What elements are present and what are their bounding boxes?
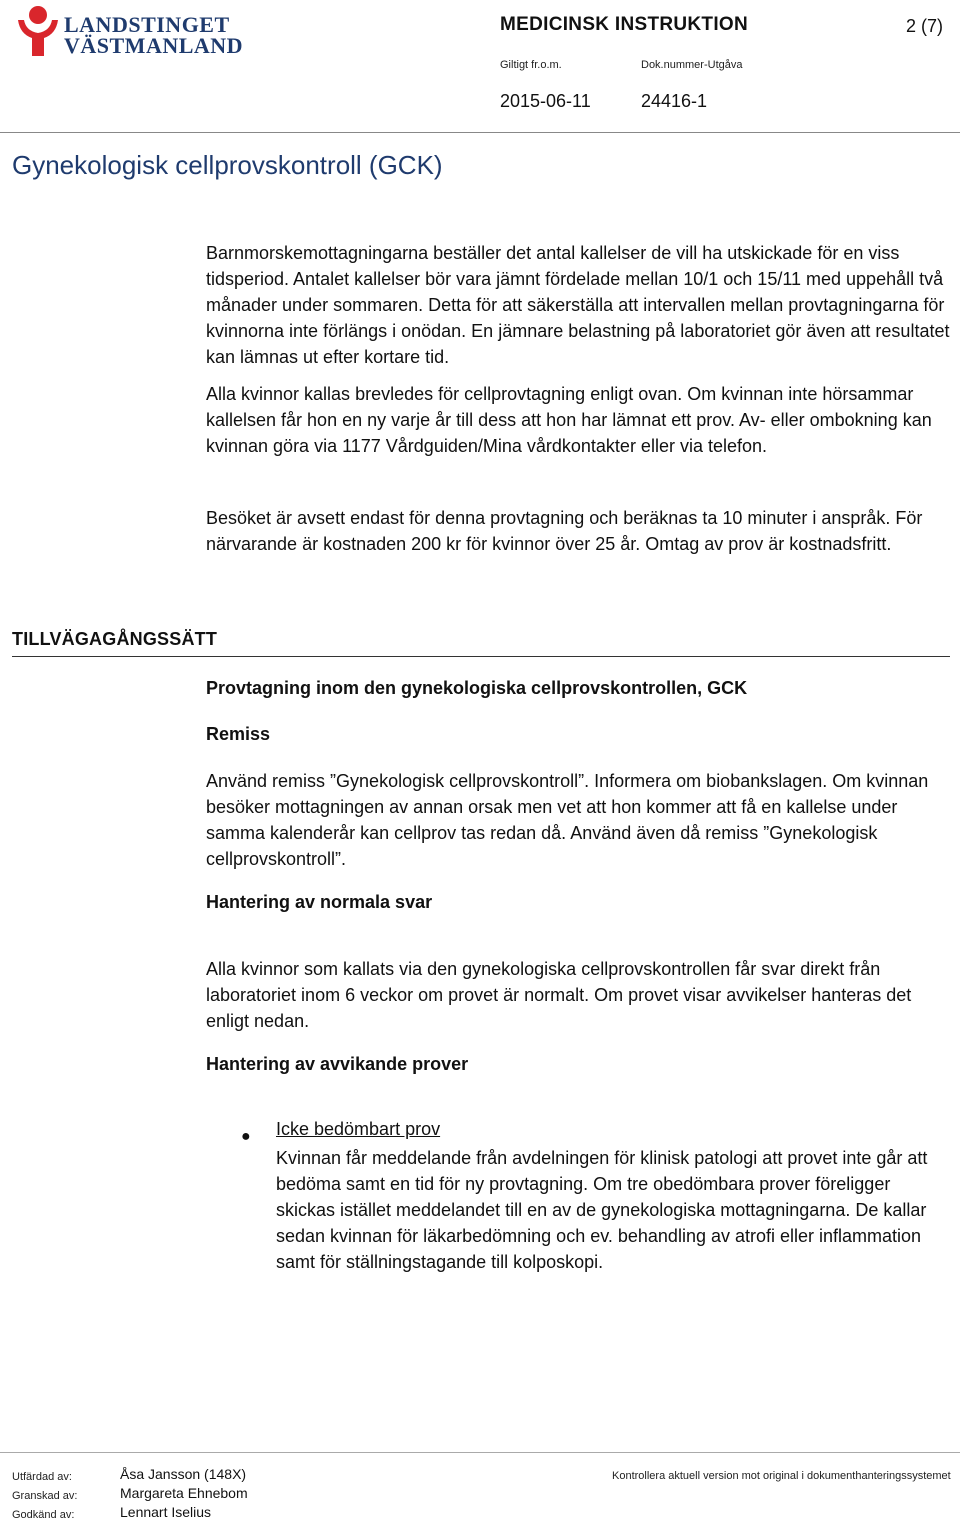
logo-wordmark <box>64 14 243 56</box>
valid-from-label: Giltigt fr.o.m. <box>500 59 562 71</box>
doc-number-label: Dok.nummer-Utgåva <box>641 59 743 71</box>
organization-logo <box>12 4 244 58</box>
subheading-remiss: Remiss <box>206 724 271 744</box>
issued-by-value: Åsa Jansson (148X) <box>120 1466 247 1482</box>
intro-paragraph-3: Besöket är avsett endast för denna provtagning och beräknas ta 10 minuter i anspråk. För närvarande är kostnaden 200 kr för kvinnor över 25 år. Omtag av prov är kostnadsfritt. <box>206 508 923 554</box>
intro-paragraph-1: Barnmorskemottagningarna beställer det antal kallelser de vill ha utskickade för en viss tidsperiod. Antalet kallelser bör vara jämnt fördelade mellan 10/1 och 15/11 med uppehåll två månader under sommaren. Detta för att säkerställa att intervallen mellan provtagningarna för kvinnorna inte förlängs i onödan. En jämnare belastning på laboratoriet gör även att resultatet kan lämnas ut efter kortare tid. <box>206 243 950 367</box>
logo-line-1: LANDSTINGET <box>64 12 230 37</box>
subheading-provtagning: Provtagning inom den gynekologiska cellprovskontrollen, GCK <box>206 678 748 698</box>
section-heading: TILLVÄGAGÅNGSSÄTT <box>12 629 218 649</box>
logo-emblem-icon <box>12 4 62 58</box>
approved-by-value: Lennart Iselius <box>120 1504 212 1520</box>
document-type: MEDICINSK INSTRUKTION <box>500 14 749 35</box>
bullet-item-text: Kvinnan får meddelande från avdelningen för klinisk patologi att provet inte går att bedöma samt en tid för ny provtagning. Om tre obedömbara prover föreligger skickas istället meddelandet till en av de gynekologiska mottagningarna. De kallar sedan kvinnan för läkarbedömning och ev. behandling av atrofi eller inflammation samt för ställningstagande till kolposkopi. <box>276 1148 928 1272</box>
normal-results-paragraph: Alla kvinnor som kallats via den gynekologiska cellprovskontrollen får svar direkt från laboratoriet inom 6 veckor om provet är normalt. Om provet visar avvikelser hanteras det enligt nedan. <box>206 959 912 1031</box>
valid-from-date: 2015-06-11 <box>500 91 591 111</box>
remiss-paragraph: Använd remiss ”Gynekologisk cellprovskontroll”. Informera om biobankslagen. Om kvinnan besöker mottagningen av annan orsak men vet att hon kommer att få en kallelse under samma kalenderår kan cellprov tas redan då. Använd även då remiss ”Gynekologisk cellprovskontroll”. <box>206 771 929 869</box>
doc-number: 24416-1 <box>641 91 708 111</box>
page-number: 2 (7) <box>906 16 944 36</box>
bullet-icon: ● <box>241 1128 251 1145</box>
issued-by-label: Utfärdad av: <box>12 1471 72 1483</box>
footer-note: Kontrollera aktuell version mot original i dokumenthanteringssystemet <box>612 1470 951 1482</box>
footer-divider <box>0 1452 960 1453</box>
subheading-normal-results: Hantering av normala svar <box>206 892 433 912</box>
reviewed-by-label: Granskad av: <box>12 1490 78 1502</box>
approved-by-label: Godkänd av: <box>12 1509 75 1521</box>
bullet-item-title: Icke bedömbart prov <box>276 1119 441 1139</box>
page-title: Gynekologisk cellprovskontroll (GCK) <box>12 150 443 180</box>
reviewed-by-value: Margareta Ehnebom <box>120 1485 248 1501</box>
section-divider <box>12 656 950 657</box>
logo-line-2: VÄSTMANLAND <box>64 33 244 58</box>
subheading-deviant-samples: Hantering av avvikande prover <box>206 1054 469 1074</box>
header-divider <box>0 132 960 133</box>
intro-paragraph-2: Alla kvinnor kallas brevledes för cellprovtagning enligt ovan. Om kvinnan inte hörsammar kallelsen får hon en ny varje år till dess att hon har lämnat ett prov. Av- eller ombokning kan kvinnan göra via 1177 Vårdguiden/Mina vårdkontakter eller via telefon. <box>206 384 932 456</box>
